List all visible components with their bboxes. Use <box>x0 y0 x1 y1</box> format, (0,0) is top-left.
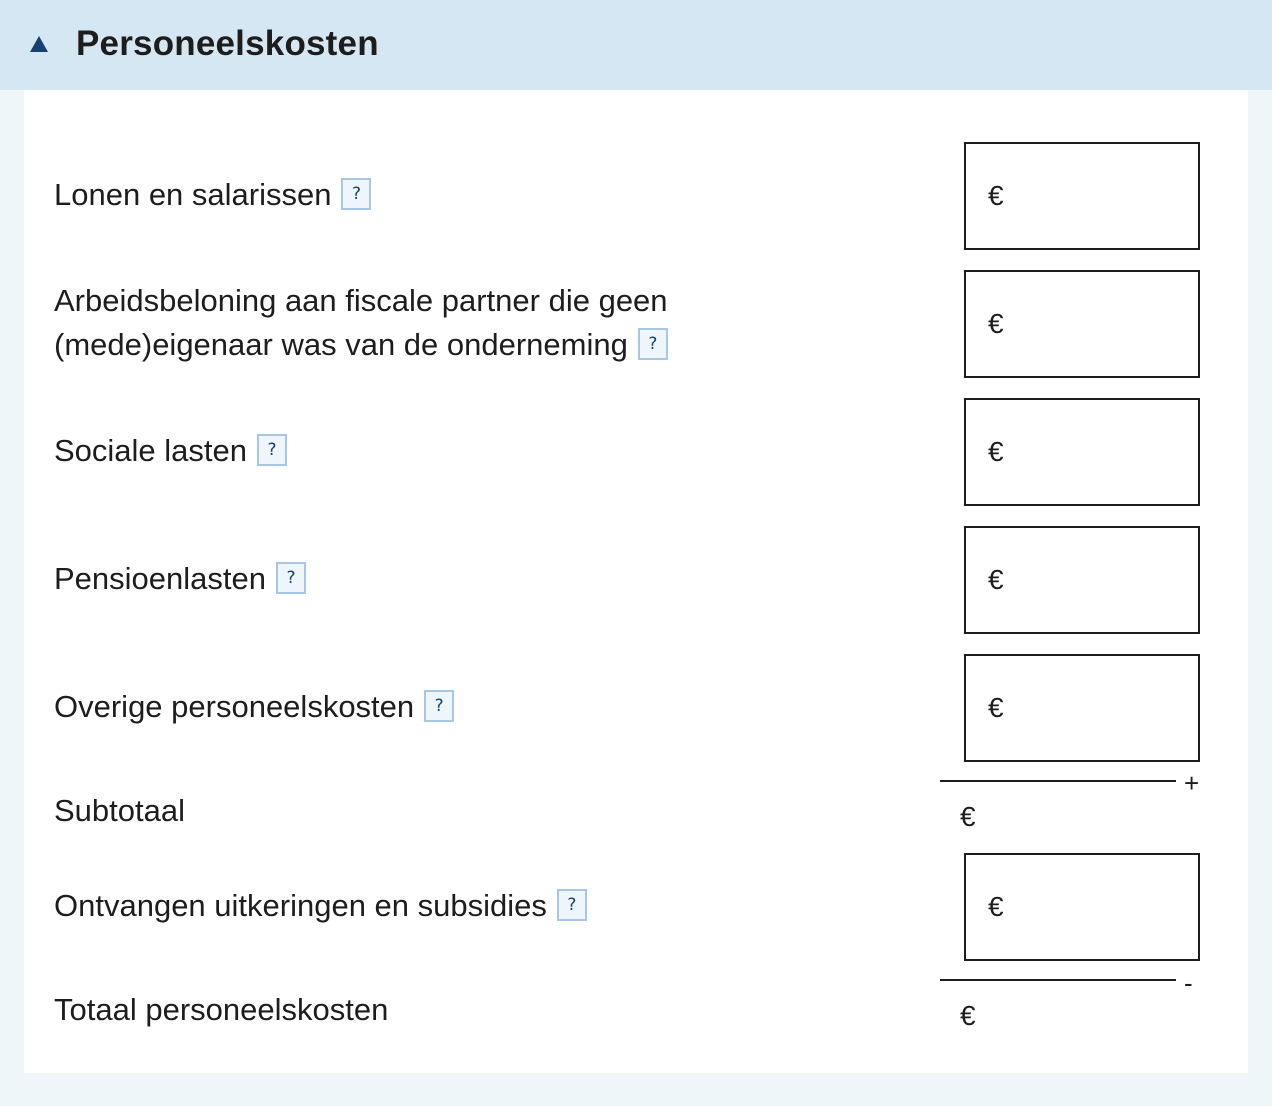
label-arbeidsbeloning: Arbeidsbeloning aan fiscale partner die geen (mede)eigenaar was van de onderneming ? <box>54 283 668 362</box>
lonen-field[interactable] <box>1010 180 1180 212</box>
minus-operator: - <box>1184 968 1193 998</box>
help-icon[interactable]: ? <box>257 434 287 466</box>
pensioenlasten-field[interactable] <box>1010 564 1180 596</box>
sociale-lasten-input[interactable] <box>964 398 1200 506</box>
overige-field[interactable] <box>1010 692 1180 724</box>
label-overige: Overige personeelskosten ? <box>54 685 454 729</box>
help-icon[interactable]: ? <box>557 889 587 921</box>
help-icon[interactable]: ? <box>276 562 306 594</box>
uitkeringen-field[interactable] <box>1010 891 1180 923</box>
sociale-lasten-field[interactable] <box>1010 436 1180 468</box>
label-totaal: Totaal personeelskosten <box>54 992 389 1027</box>
euro-symbol: € <box>988 692 1004 723</box>
help-icon[interactable]: ? <box>638 328 668 360</box>
sum-divider <box>940 780 1176 782</box>
help-icon[interactable]: ? <box>341 178 371 210</box>
label-uitkeringen: Ontvangen uitkeringen en subsidies ? <box>54 884 587 928</box>
euro-symbol: € <box>988 564 1004 595</box>
lonen-input[interactable] <box>964 142 1200 250</box>
label-sociale-lasten: Sociale lasten ? <box>54 429 287 473</box>
euro-symbol: € <box>988 891 1004 922</box>
plus-operator: + <box>1184 768 1200 798</box>
section-title: Personeelskosten <box>76 24 379 63</box>
label-pensioenlasten: Pensioenlasten ? <box>54 557 306 601</box>
section-header[interactable] <box>0 0 1272 90</box>
form-panel <box>24 90 1248 1073</box>
arbeidsbeloning-input[interactable] <box>964 270 1200 378</box>
arbeidsbeloning-field[interactable] <box>1010 308 1180 340</box>
totaal-value: € <box>960 1000 976 1031</box>
label-lonen: Lonen en salarissen ? <box>54 173 371 217</box>
uitkeringen-input[interactable] <box>964 853 1200 961</box>
label-subtotaal: Subtotaal <box>54 793 185 828</box>
euro-symbol: € <box>988 180 1004 211</box>
help-icon[interactable]: ? <box>424 690 454 722</box>
subtotaal-value: € <box>960 801 976 832</box>
euro-symbol: € <box>988 436 1004 467</box>
overige-input[interactable] <box>964 654 1200 762</box>
triangle-up-icon[interactable] <box>30 36 48 52</box>
total-divider <box>940 979 1176 981</box>
euro-symbol: € <box>988 308 1004 339</box>
pensioenlasten-input[interactable] <box>964 526 1200 634</box>
